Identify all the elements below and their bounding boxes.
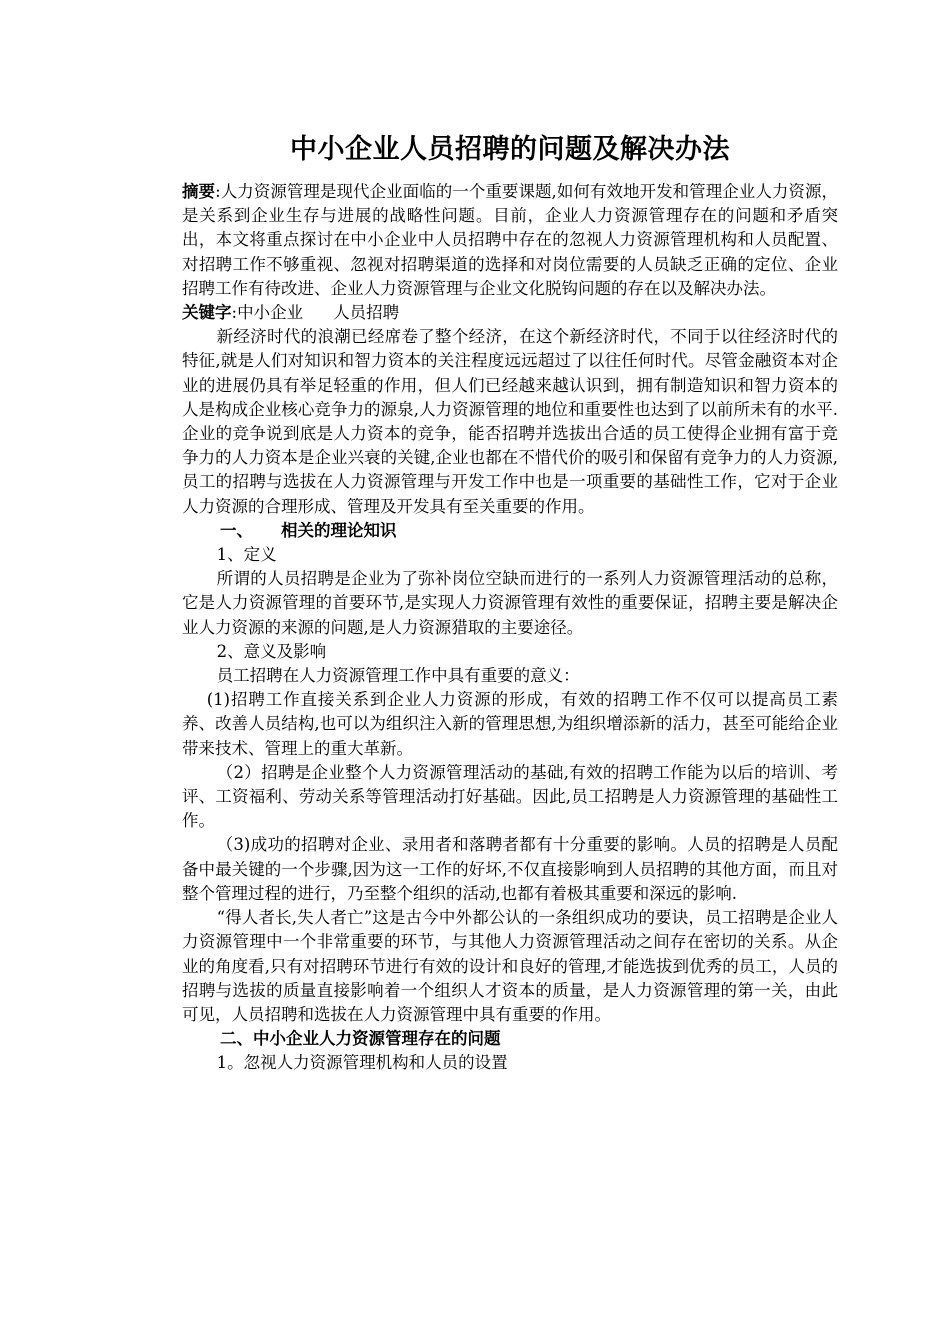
quote-paragraph: “得人者长,失人者亡”这是古今中外都公认的一条组织成功的要诀，员工招聘是企业人力资源管理中一个非常重要的环节，与其他人力资源管理活动之间存在密切的关系。从企业的角度看,只有对招聘环节进行有效的设计和良好的管理,才能选拔到优秀的员工，人员的招聘与选拔的质量直接影响着一个组织人才资本的质量，是人力资源管理的第一关，由此可见，人员招聘和选拔在人力资源管理中具有重要的作用。	[182, 908, 838, 1024]
abstract-paragraph	[182, 180, 838, 301]
subsection-2-heading: 2、意义及影响	[216, 641, 327, 661]
section-1-number: 一、	[220, 520, 253, 540]
abstract-label: 摘要	[182, 182, 216, 201]
section-1-title: 相关的理论知识	[281, 520, 397, 540]
keywords-label: 关键字	[182, 303, 232, 323]
point-2-paragraph: （2）招聘是企业整个人力资源管理活动的基础,有效的招聘工作能为以后的培训、考评、工资福利、劳动关系等管理活动打好基础。因此,员工招聘是人力资源管理的基础性工作。	[182, 762, 838, 831]
document-body	[182, 128, 838, 1076]
document-title: 中小企业人员招聘的问题及解决办法	[290, 134, 730, 165]
significance-lead: 员工招聘在人力资源管理工作中具有重要的意义：	[216, 666, 580, 686]
section-2-heading: 二、中小企业人力资源管理存在的问题	[220, 1029, 501, 1049]
point-3-paragraph: （3)成功的招聘对企业、录用者和落聘者都有十分重要的影响。人员的招聘是人员配备中最关键的一个步骤,因为这一工作的好坏,不仅直接影响到人员招聘的其他方面，而且对整个管理过程的进行，乃至整个组织的活动,也都有着极其重要和深远的影响.	[182, 835, 838, 903]
keyword-1: 中小企业	[237, 303, 304, 323]
intro-paragraph: 新经济时代的浪潮已经席卷了整个经济，在这个新经济时代，不同于以往经济时代的特征,就是人们对知识和智力资本的关注程度远远超过了以往任何时代。尽管金融资本对企业的进展仍具有举足轻重的作用，但人们已经越来越认识到，拥有制造知识和智力资本的人是构成企业核心竞争力的源泉,人力资源管理的地位和重要性也达到了以前所未有的水平.企业的竞争说到底是人力资本的竞争，能否招聘并选拔出合适的员工使得企业拥有富于竞争力的人力资本是企业兴衰的关键,企业也都在不惜代价的吸引和保留有竞争力的人力资源,员工的招聘与选拔在人力资源管理与开发工作中也是一项重要的基础性工作，它对于企业人力资源的合理形成、管理及开发具有至关重要的作用。	[182, 327, 838, 516]
abstract-text: :人力资源管理是现代企业面临的一个重要课题,如何有效地开发和管理企业人力资源，是关系到企业生存与进展的战略性问题。目前，企业人力资源管理存在的问题和矛盾突出，本文将重点探讨在中小企业中人员招聘中存在的忽视人力资源管理机构和人员配置、对招聘工作不够重视、忽视对招聘渠道的选择和对岗位需要的人员缺乏正确的定位、企业招聘工作有待改进、企业人力资源管理与企业文化脱钩问题的存在以及解决办法。	[182, 182, 839, 298]
keyword-2: 人员招聘	[333, 303, 400, 323]
keywords-separator: :	[231, 303, 238, 323]
section-1-heading	[182, 519, 838, 543]
section-2-item-1: 1。忽视人力资源管理机构和人员的设置	[216, 1053, 508, 1073]
definition-paragraph: 所谓的人员招聘是企业为了弥补岗位空缺而进行的一系列人力资源管理活动的总称，它是人力资源管理的首要环节,是实现人力资源管理有效性的重要保证，招聘主要是解决企业人力资源的来源的问题,是人力资源猎取的主要途径。	[182, 569, 838, 637]
keywords-line	[182, 301, 838, 325]
subsection-1-heading: 1、定义	[216, 545, 277, 565]
point-1-paragraph: (1)招聘工作直接关系到企业人力资源的形成，有效的招聘工作不仅可以提高员工素养、改善人员结构,也可以为组织注入新的管理思想,为组织增添新的活力，甚至可能给企业带来技术、管理上的重大革新。	[182, 690, 838, 758]
